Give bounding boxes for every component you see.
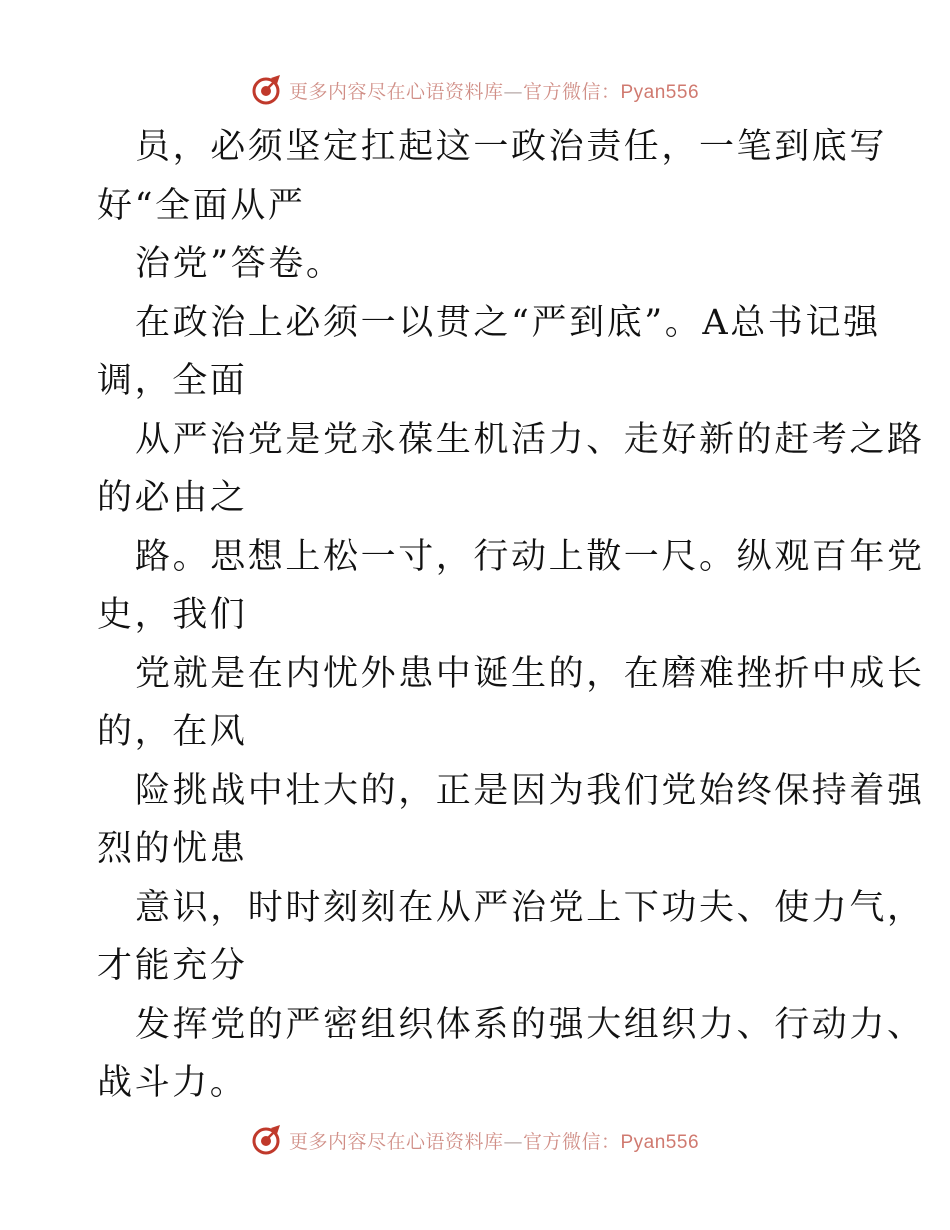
header-banner-title: 更多内容尽在心语资料库 [288, 80, 504, 103]
footer-banner [0, 1120, 950, 1160]
document-body [97, 118, 925, 1113]
pen-logo-icon [251, 74, 283, 106]
header-banner-content [251, 74, 699, 106]
header-banner [0, 70, 950, 110]
body-line: 路。思想上松一寸，行动上散一尺。纵观百年党 [135, 536, 925, 577]
footer-banner-dash: — [503, 1130, 523, 1153]
pen-logo-icon [251, 1124, 283, 1156]
footer-banner-title: 更多内容尽在心语资料库 [288, 1130, 504, 1153]
body-line: 战斗力。 [97, 1063, 248, 1103]
footer-banner-text [289, 1127, 699, 1154]
footer-banner-suffix: 官方微信： [522, 1130, 621, 1153]
footer-banner-wechat-id: Pyan556 [620, 1131, 700, 1153]
footer-banner-content [251, 1124, 699, 1156]
body-line: 的，在风 [97, 712, 248, 752]
body-line: 发挥党的严密组织体系的强大组织力、行动力、 [135, 1004, 925, 1045]
body-line: 的必由之 [97, 478, 248, 518]
body-line: 调，全面 [97, 361, 248, 401]
body-line: 史，我们 [97, 595, 248, 635]
body-line: 烈的忧患 [97, 829, 248, 869]
body-line: 在政治上必须一以贯之“严到底”。A总书记强 [135, 302, 881, 343]
body-line: 党就是在内忧外患中诞生的，在磨难挫折中成长 [135, 653, 925, 694]
body-line: 险挑战中壮大的，正是因为我们党始终保持着强 [135, 770, 925, 811]
body-line: 员，必须坚定扛起这一政治责任，一笔到底写 [135, 127, 888, 167]
header-banner-wechat-id: Pyan556 [620, 81, 700, 103]
body-line: 治党”答卷。 [135, 244, 344, 284]
header-banner-suffix: 官方微信： [522, 80, 621, 103]
header-banner-dash: — [503, 80, 523, 103]
body-line: 好“全面从严 [97, 185, 306, 226]
body-line: 意识，时时刻刻在从严治党上下功夫、使力气， [135, 887, 925, 928]
header-banner-text [289, 77, 699, 104]
body-line: 从严治党是党永葆生机活力、走好新的赶考之路 [135, 419, 925, 460]
body-line: 才能充分 [97, 946, 248, 986]
